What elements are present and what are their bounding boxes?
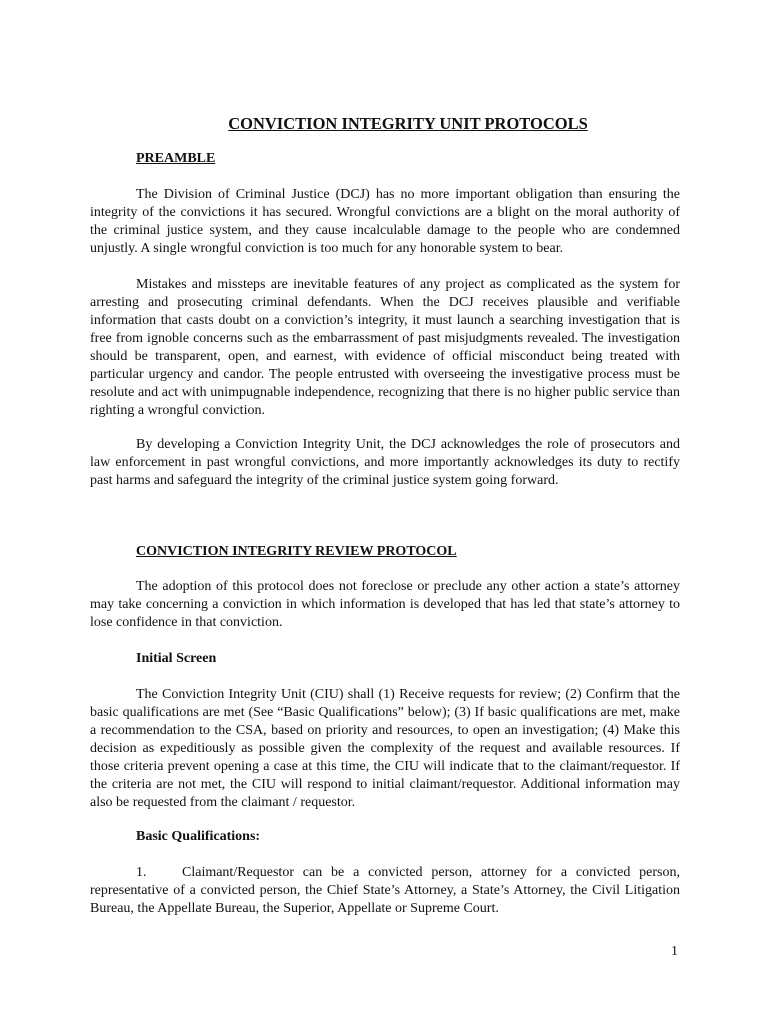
qualification-item-text: Claimant/Requestor can be a convicted person, attorney for a convicted person, representative of a convicted person, the Chief State’s Attorney, a State’s Attorney, the Civil Litigation Bureau, the Appellate Bureau, the Superior, Appellate or Supreme Court. (90, 865, 680, 916)
document-title: CONVICTION INTEGRITY UNIT PROTOCOLS (228, 114, 588, 133)
review-protocol-paragraph: The adoption of this protocol does not foreclose or preclude any other action a state’s attorney may take concerning a conviction in which information is developed that has led that state’s attorney to lose confidence in that conviction. (90, 579, 680, 630)
preamble-heading: PREAMBLE (136, 151, 216, 166)
preamble-paragraph-1: The Division of Criminal Justice (DCJ) has no more important obligation than ensuring the integrity of the convictions it has secured. Wrongful convictions are a blight on the moral authority of the criminal justice system, and they cause incalculable damage to the people who are condemned unjustly. A single wrongful conviction is too much for any honorable system to bear. (90, 187, 680, 256)
initial-screen-heading: Initial Screen (136, 651, 217, 666)
qualification-item (90, 864, 680, 918)
preamble-paragraph-2: Mistakes and missteps are inevitable features of any project as complicated as the system for arresting and prosecuting criminal defendants. When the DCJ receives plausible and verifiable information that casts doubt on a conviction’s integrity, it must launch a searching investigation that is free from ignoble concerns such as the embarrassment of past misjudgments revealed. The investigation should be transparent, open, and earnest, with evidence of official misconduct being treated with particular urgency and candor. The people entrusted with overseeing the investigative process must be resolute and act with unimpugnable independence, recognizing that there is no higher public service than righting a wrongful conviction. (90, 277, 680, 418)
qualification-item-number: 1. (136, 865, 147, 880)
page-number: 1 (671, 944, 678, 959)
basic-qualifications-heading: Basic Qualifications: (136, 829, 261, 844)
preamble-paragraph-3: By developing a Conviction Integrity Unit, the DCJ acknowledges the role of prosecutors and law enforcement in past wrongful convictions, and more importantly acknowledges its duty to rectify past harms and safeguard the integrity of the criminal justice system going forward. (90, 437, 680, 488)
review-protocol-heading: CONVICTION INTEGRITY REVIEW PROTOCOL (136, 544, 457, 559)
initial-screen-paragraph: The Conviction Integrity Unit (CIU) shall (1) Receive requests for review; (2) Confirm that the basic qualifications are met (See “Basic Qualifications” below); (3) If basic qualifications are met, make a recommendation to the CSA, based on priority and resources, to open an investigation; (4) Make this decision as expeditiously as possible given the complexity of the request and available resources. If those criteria prevent opening a case at this time, the CIU will indicate that to the claimant/requestor. If the criteria are not met, the CIU will respond to initial claimant/requestor. Additional information may also be requested from the claimant / requestor. (90, 687, 680, 810)
